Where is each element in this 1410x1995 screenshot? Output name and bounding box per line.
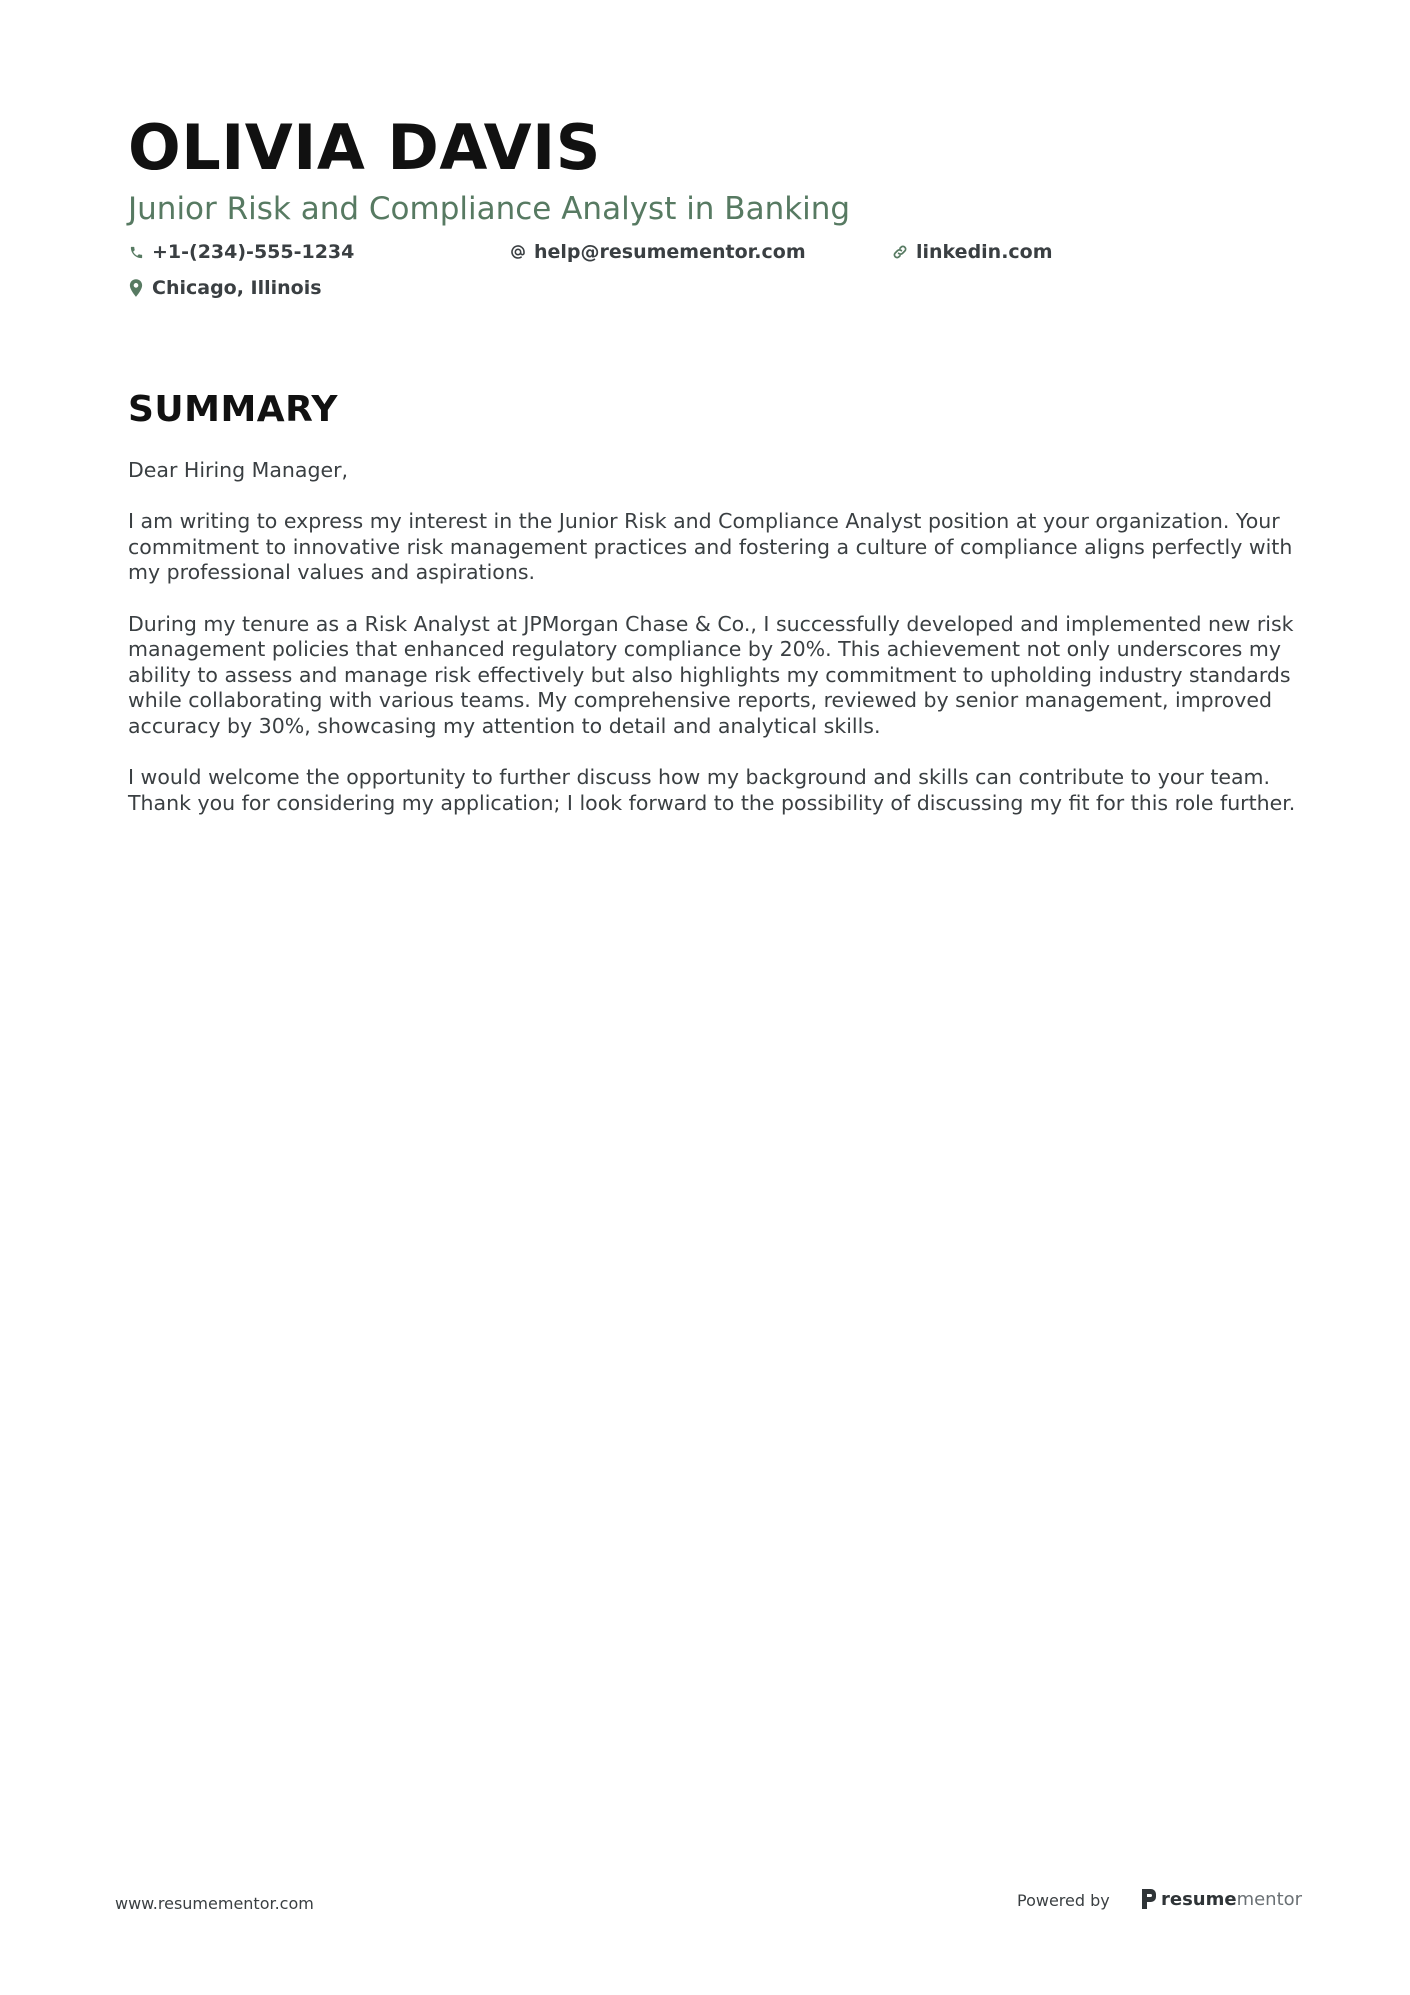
letter-greeting: Dear Hiring Manager, [128,458,349,482]
letter-paragraph: I would welcome the opportunity to further discuss how my background and skills can contribute to your team. Thank you for considering my application; I look forward to the possibility of discussing my fit for this role further. [128,765,1296,815]
phone-icon [128,243,144,261]
contact-location [128,274,322,302]
contact-website [892,238,1053,266]
phone-text: +1-(234)-555-1234 [152,241,355,263]
letter-paragraph: I am writing to express my interest in the Junior Risk and Compliance Analyst position at your organization. Your commitment to innovative risk management practices and fostering a culture of compliance aligns perfectly with my professional values and aspirations. [128,509,1293,585]
powered-by-label: Powered by [1017,1891,1110,1910]
contact-phone [128,238,354,266]
location-text: Chicago, Illinois [152,277,322,299]
email-text[interactable]: help@resumementor.com [534,241,806,263]
logo-word-light: mentor [1236,1888,1303,1910]
contact-email [510,238,806,266]
map-pin-icon [128,279,144,297]
summary-heading: SUMMARY [128,389,338,430]
letter-paragraph: During my tenure as a Risk Analyst at JPMorgan Chase & Co., I successfully developed and implemented new risk management policies that enhanced regulatory compliance by 20%. This achievement not only underscores my ability to assess and manage risk effectively but also highlights my commitment to upholding industry standards while collaborating with various teams. My comprehensive reports, reviewed by senior management, improved accuracy by 30%, showcasing my attention to detail and analytical skills. [128,611,1294,738]
resumementor-logo[interactable] [1140,1888,1302,1910]
logo-mark-icon [1140,1888,1157,1910]
website-text[interactable]: linkedin.com [916,241,1053,263]
at-icon [510,243,526,261]
footer-website[interactable]: www.resumementor.com [115,1894,314,1913]
job-title: Junior Risk and Compliance Analyst in Banking [128,191,851,227]
candidate-name: OLIVIA DAVIS [128,111,601,184]
cover-letter-body [128,458,1298,842]
logo-word-bold: resume [1161,1888,1237,1910]
link-icon [892,243,908,261]
